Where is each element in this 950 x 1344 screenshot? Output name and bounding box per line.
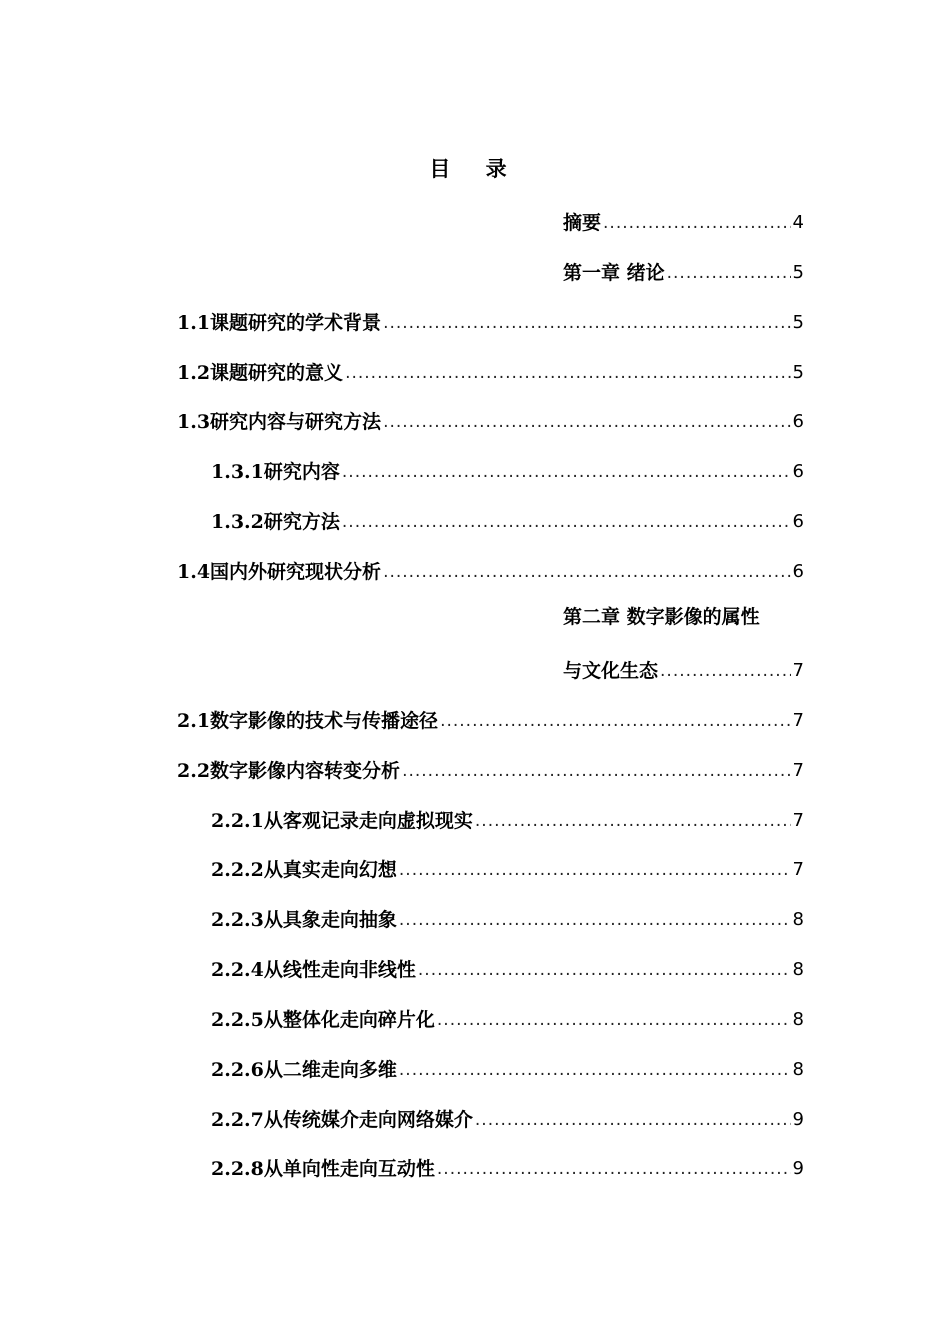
toc-page-number: 5 xyxy=(792,312,804,333)
toc-leader-dots xyxy=(399,907,791,933)
toc-page-number: 6 xyxy=(792,461,804,482)
toc-page-number: 8 xyxy=(792,909,804,930)
toc-entry-text: 第一章 绪论 xyxy=(563,262,665,284)
toc-page-number: 9 xyxy=(792,1109,804,1130)
toc-page-number: 6 xyxy=(792,561,804,582)
toc-entry-2-1[interactable] xyxy=(177,704,804,734)
toc-entry-1-3-1[interactable] xyxy=(211,455,804,485)
toc-entry-2-2-6[interactable] xyxy=(211,1053,804,1083)
toc-leader-dots xyxy=(342,459,791,485)
toc-leader-dots xyxy=(399,1057,791,1083)
toc-entry-1-4[interactable] xyxy=(177,555,804,585)
page-title: 目 录 xyxy=(429,156,521,181)
toc-entry-text: 1.1课题研究的学术背景 xyxy=(177,312,382,334)
toc-entry-2-2-5[interactable] xyxy=(211,1003,804,1033)
toc-page-number: 6 xyxy=(792,511,804,532)
toc-entry-text: 2.2.4从线性走向非线性 xyxy=(211,959,416,981)
toc-leader-dots xyxy=(342,509,791,535)
toc-page-number: 7 xyxy=(792,859,804,880)
toc-page-number: 8 xyxy=(792,1059,804,1080)
toc-entry-text: 1.3研究内容与研究方法 xyxy=(177,411,382,433)
toc-entry-text: 2.2.1从客观记录走向虚拟现实 xyxy=(211,810,473,832)
toc-page-number: 4 xyxy=(792,212,804,233)
toc-page-number: 8 xyxy=(792,959,804,980)
toc-entry-text: 2.2.8从单向性走向互动性 xyxy=(211,1158,435,1180)
toc-leader-dots xyxy=(440,708,790,734)
toc-leader-dots xyxy=(603,210,791,236)
toc-entry-text: 1.3.1研究内容 xyxy=(211,461,340,483)
toc-page-number: 5 xyxy=(792,262,804,283)
toc-entry-2-2-2[interactable] xyxy=(211,853,804,883)
toc-entry-text: 2.2.5从整体化走向碎片化 xyxy=(211,1009,435,1031)
toc-entry-chapter-2[interactable] xyxy=(563,654,804,684)
toc-leader-dots xyxy=(437,1007,791,1033)
toc-leader-dots xyxy=(402,758,790,784)
toc-entry-1-3-2[interactable] xyxy=(211,505,804,535)
toc-leader-dots xyxy=(383,310,790,336)
toc-leader-dots xyxy=(437,1156,791,1182)
toc-entry-chapter-2-heading[interactable]: 第二章 数字影像的属性 xyxy=(563,606,760,628)
toc-entry-text: 1.4国内外研究现状分析 xyxy=(177,561,382,583)
toc-leader-dots xyxy=(383,559,790,585)
toc-entry-1-3[interactable] xyxy=(177,405,804,435)
toc-entry-text: 2.2数字影像内容转变分析 xyxy=(177,760,401,782)
toc-leader-dots xyxy=(399,857,791,883)
toc-page-number: 5 xyxy=(792,362,804,383)
toc-page-number: 6 xyxy=(792,411,804,432)
toc-entry-1-2[interactable] xyxy=(177,356,804,386)
toc-entry-2-2-1[interactable] xyxy=(211,804,804,834)
toc-entry-abstract[interactable] xyxy=(563,206,804,236)
toc-page-number: 9 xyxy=(792,1158,804,1179)
toc-leader-dots xyxy=(383,409,790,435)
toc-page-number: 7 xyxy=(792,660,804,681)
toc-leader-dots xyxy=(345,360,790,386)
toc-entry-text: 2.2.3从具象走向抽象 xyxy=(211,909,397,931)
toc-page-number: 7 xyxy=(792,810,804,831)
toc-page-number: 7 xyxy=(792,710,804,731)
toc-entry-text: 与文化生态 xyxy=(563,660,659,682)
toc-entry-text: 2.2.6从二维走向多维 xyxy=(211,1059,397,1081)
toc-entry-2-2-8[interactable] xyxy=(211,1152,804,1182)
toc-entry-2-2[interactable] xyxy=(177,754,804,784)
toc-entry-text: 2.2.7从传统媒介走向网络媒介 xyxy=(211,1109,473,1131)
toc-entry-chapter-1[interactable] xyxy=(563,256,804,286)
toc-entry-2-2-4[interactable] xyxy=(211,953,804,983)
toc-leader-dots xyxy=(475,808,791,834)
toc-leader-dots xyxy=(475,1107,791,1133)
toc-entry-text: 1.2课题研究的意义 xyxy=(177,362,344,384)
toc-page-number: 8 xyxy=(792,1009,804,1030)
toc-entry-text: 2.2.2从真实走向幻想 xyxy=(211,859,397,881)
toc-leader-dots xyxy=(667,260,791,286)
toc-leader-dots xyxy=(418,957,791,983)
toc-entry-2-2-3[interactable] xyxy=(211,903,804,933)
toc-entry-2-2-7[interactable] xyxy=(211,1103,804,1133)
toc-page-number: 7 xyxy=(792,760,804,781)
toc-entry-text: 1.3.2研究方法 xyxy=(211,511,340,533)
toc-leader-dots xyxy=(660,658,791,684)
toc-entry-text: 2.1数字影像的技术与传播途径 xyxy=(177,710,439,732)
toc-entry-text: 摘要 xyxy=(563,212,602,234)
toc-entry-1-1[interactable] xyxy=(177,306,804,336)
